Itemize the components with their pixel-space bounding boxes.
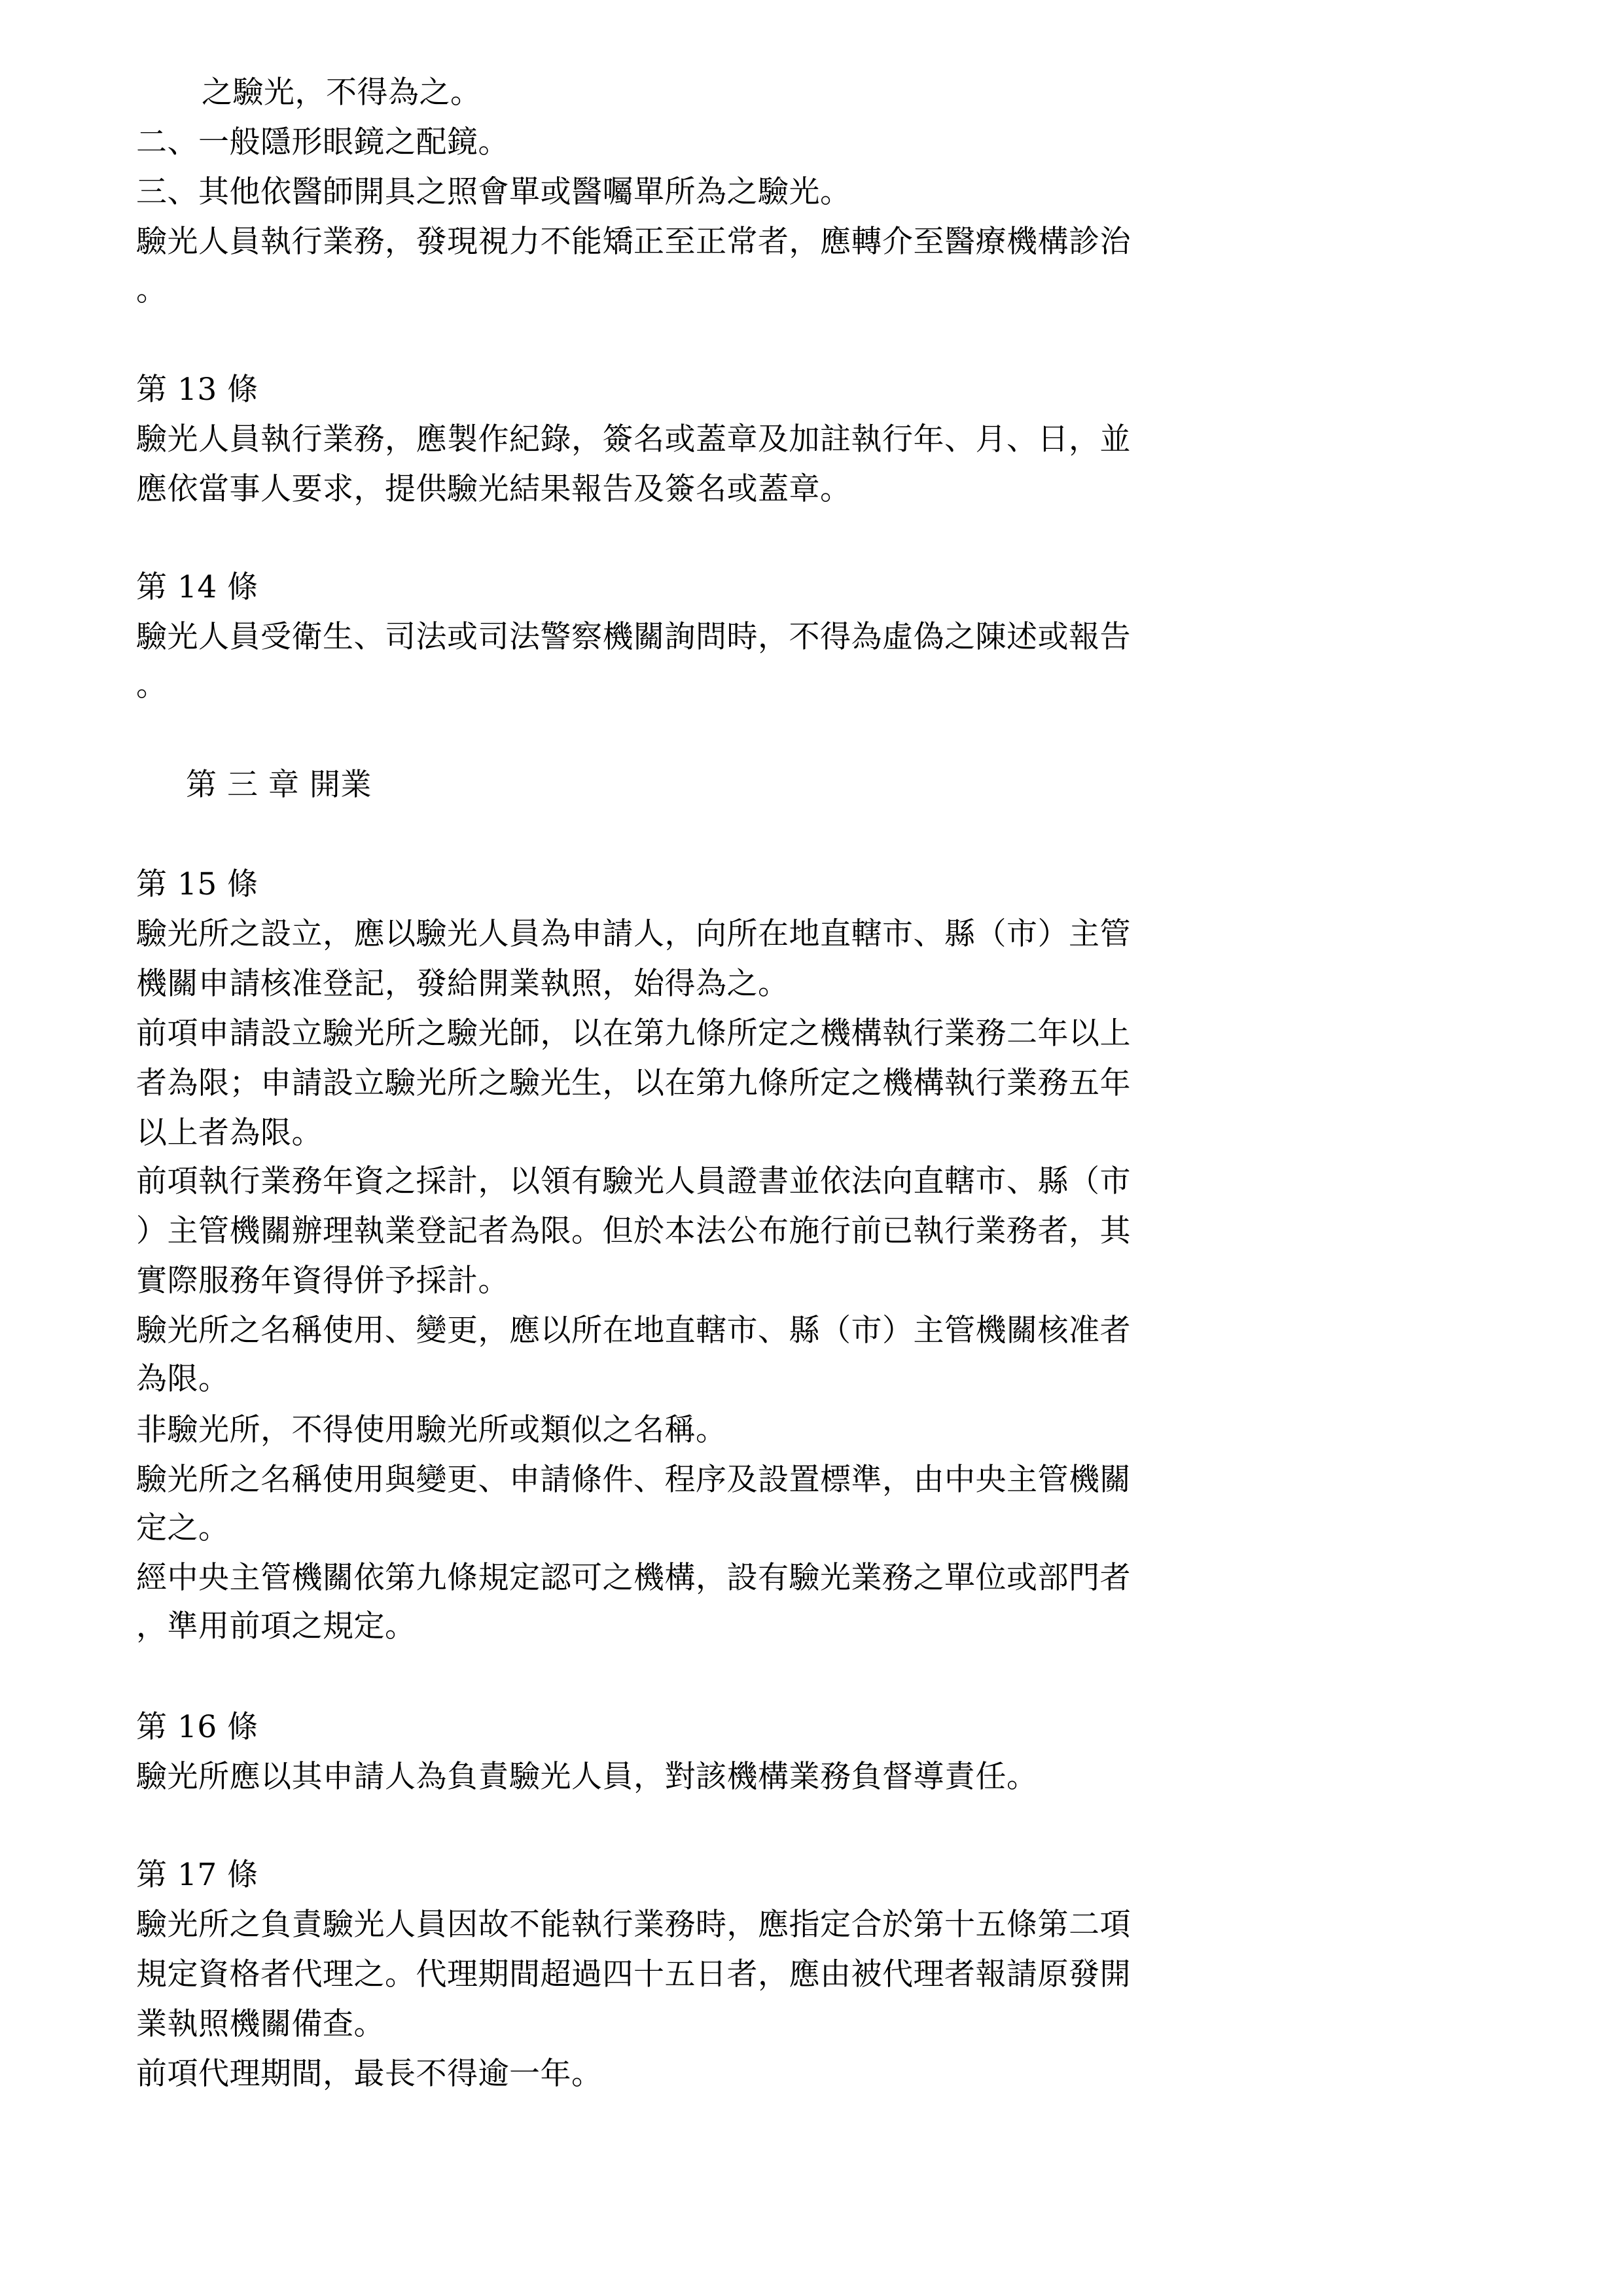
text-line: 前項申請設立驗光所之驗光師，以在第九條所定之機構執行業務二年以上: [136, 1016, 1131, 1051]
text-line: 驗光人員執行業務，發現視力不能矯正至正常者，應轉介至醫療機構診治: [136, 224, 1131, 260]
text-line: 三、其他依醫師開具之照會單或醫囑單所為之驗光。: [136, 174, 851, 210]
text-line: 之驗光，不得為之。: [202, 75, 482, 111]
text-line: 為限。: [136, 1361, 230, 1397]
article-heading: 第 16 條: [136, 1709, 259, 1745]
chapter-heading: 第 三 章 開業: [186, 767, 372, 803]
text-line: 驗光所之名稱使用與變更、申請條件、程序及設置標準，由中央主管機關: [136, 1462, 1131, 1498]
text-line: ，準用前項之規定。: [136, 1608, 416, 1644]
text-line: 者為限；申請設立驗光所之驗光生，以在第九條所定之機構執行業務五年: [136, 1065, 1131, 1101]
text-line: 驗光人員執行業務，應製作紀錄，簽名或蓋章及加註執行年、月、日，並: [136, 421, 1131, 457]
text-line: ）主管機關辦理執業登記者為限。但於本法公布施行前已執行業務者，其: [136, 1213, 1131, 1249]
article-heading: 第 14 條: [136, 569, 259, 605]
text-line: 。: [136, 272, 168, 308]
article-heading: 第 17 條: [136, 1857, 259, 1893]
article-heading: 第 15 條: [136, 866, 259, 902]
text-line: 規定資格者代理之。代理期間超過四十五日者，應由被代理者報請原發開: [136, 1956, 1131, 1992]
text-line: 驗光所之設立，應以驗光人員為申請人，向所在地直轄市、縣（市）主管: [136, 916, 1131, 952]
text-line: 。: [136, 667, 168, 703]
text-line: 驗光所之名稱使用、變更，應以所在地直轄市、縣（市）主管機關核准者: [136, 1313, 1131, 1349]
text-line: 以上者為限。: [136, 1115, 323, 1151]
text-line: 前項代理期間，最長不得逾一年。: [136, 2056, 603, 2092]
text-line: 驗光人員受衛生、司法或司法警察機關詢問時，不得為虛偽之陳述或報告: [136, 619, 1131, 655]
text-line: 應依當事人要求，提供驗光結果報告及簽名或蓋章。: [136, 471, 851, 507]
text-line: 前項執行業務年資之採計，以領有驗光人員證書並依法向直轄市、縣（市: [136, 1163, 1131, 1199]
text-line: 驗光所之負責驗光人員因故不能執行業務時，應指定合於第十五條第二項: [136, 1907, 1131, 1943]
text-line: 機關申請核准登記，發給開業執照，始得為之。: [136, 966, 789, 1002]
article-heading: 第 13 條: [136, 372, 259, 408]
text-line: 二、一般隱形眼鏡之配鏡。: [136, 124, 509, 160]
text-line: 經中央主管機關依第九條規定認可之機構，設有驗光業務之單位或部門者: [136, 1560, 1131, 1596]
text-line: 實際服務年資得併予採計。: [136, 1263, 509, 1299]
text-line: 定之。: [136, 1510, 230, 1546]
text-line: 業執照機關備查。: [136, 2006, 385, 2042]
text-line: 非驗光所，不得使用驗光所或類似之名稱。: [136, 1412, 727, 1448]
text-line: 驗光所應以其申請人為負責驗光人員，對該機構業務負督導責任。: [136, 1759, 1038, 1795]
